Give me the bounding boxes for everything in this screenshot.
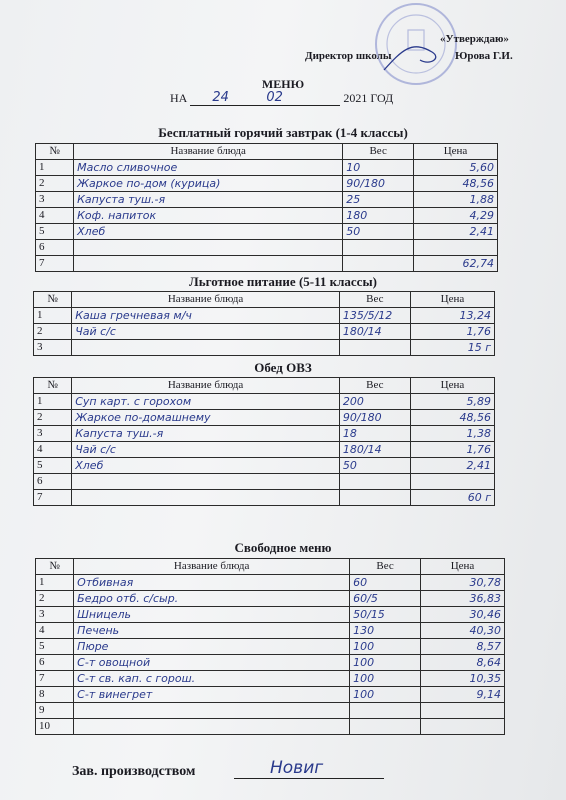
dish-name [72, 340, 340, 356]
dish-name: Пюре [74, 639, 350, 655]
row-number: 1 [34, 394, 72, 410]
dish-name [74, 240, 343, 256]
col-price: Цена [410, 292, 494, 308]
dish-weight: 50 [339, 458, 410, 474]
signature-line [234, 778, 384, 779]
table-row [36, 687, 505, 703]
table-row [36, 703, 505, 719]
col-weight: Вес [343, 144, 414, 160]
table-row [36, 639, 505, 655]
table-row [36, 208, 498, 224]
row-number: 5 [34, 458, 72, 474]
approve-label: «Утверждаю» [440, 33, 509, 45]
table-row [34, 324, 495, 340]
dish-name [74, 256, 343, 272]
row-number: 2 [34, 324, 72, 340]
table-row [36, 160, 498, 176]
dish-name: Жаркое по-дом (курица) [74, 176, 343, 192]
dish-price [421, 703, 505, 719]
col-weight: Вес [350, 559, 421, 575]
director-label: Директор школы [305, 50, 392, 62]
dish-price: 8,64 [421, 655, 505, 671]
dish-weight: 135/5/12 [339, 308, 410, 324]
date-underline [190, 90, 340, 106]
table-row [34, 308, 495, 324]
dish-price [414, 240, 498, 256]
dish-name: Каша гречневая м/ч [72, 308, 340, 324]
dish-weight: 25 [343, 192, 414, 208]
dish-weight: 180 [343, 208, 414, 224]
dish-name [74, 719, 350, 735]
col-price: Цена [421, 559, 505, 575]
dish-price: 40,30 [421, 623, 505, 639]
dish-price: 60 г [410, 490, 494, 506]
row-number: 3 [36, 192, 74, 208]
dish-weight: 50 [343, 224, 414, 240]
section-title-benefit: Льготное питание (5-11 классы) [189, 274, 377, 289]
table-header-row [34, 292, 495, 308]
row-number: 7 [36, 256, 74, 272]
dish-price: 1,76 [410, 324, 494, 340]
section-title-ovz: Обед ОВЗ [254, 360, 312, 375]
dish-price: 10,35 [421, 671, 505, 687]
table-row [34, 394, 495, 410]
dish-name: Коф. напиток [74, 208, 343, 224]
dish-name: Капуста туш.-я [74, 192, 343, 208]
dish-name: Хлеб [72, 458, 340, 474]
row-number: 8 [36, 687, 74, 703]
table-row [36, 655, 505, 671]
table-row [34, 458, 495, 474]
dish-weight [343, 256, 414, 272]
dish-price: 62,74 [414, 256, 498, 272]
table-row [36, 671, 505, 687]
col-price: Цена [410, 378, 494, 394]
row-number: 1 [36, 575, 74, 591]
col-num: № [36, 144, 74, 160]
row-number: 10 [36, 719, 74, 735]
col-name: Название блюда [72, 292, 340, 308]
dish-name: С-т св. кап. с горош. [74, 671, 350, 687]
table-row [36, 256, 498, 272]
dish-price: 30,78 [421, 575, 505, 591]
row-number: 4 [36, 208, 74, 224]
col-name: Название блюда [72, 378, 340, 394]
dish-price: 1,88 [414, 192, 498, 208]
row-number: 2 [34, 410, 72, 426]
dish-price: 1,38 [410, 426, 494, 442]
dish-weight: 100 [350, 639, 421, 655]
dish-price: 5,89 [410, 394, 494, 410]
signature: Новиг [270, 758, 324, 778]
table-row [34, 442, 495, 458]
table-row [36, 591, 505, 607]
dish-name: Хлеб [74, 224, 343, 240]
table-row [36, 719, 505, 735]
row-number: 5 [36, 639, 74, 655]
row-number: 6 [36, 240, 74, 256]
director-name: Юрова Г.И. [455, 50, 513, 62]
dish-weight: 100 [350, 671, 421, 687]
dish-price: 2,41 [414, 224, 498, 240]
dish-price: 1,76 [410, 442, 494, 458]
dish-price: 2,41 [410, 458, 494, 474]
date-day: 24 [212, 90, 229, 105]
dish-price: 15 г [410, 340, 494, 356]
col-num: № [36, 559, 74, 575]
table-row [34, 410, 495, 426]
section-title-breakfast: Бесплатный горячий завтрак (1-4 классы) [158, 125, 408, 140]
dish-weight: 200 [339, 394, 410, 410]
table-benefit [33, 291, 495, 356]
table-row [36, 607, 505, 623]
table-free-menu [35, 558, 505, 735]
dish-name [72, 474, 340, 490]
row-number: 2 [36, 591, 74, 607]
row-number: 3 [34, 340, 72, 356]
table-row [34, 474, 495, 490]
table-row [34, 490, 495, 506]
dish-name: Капуста туш.-я [72, 426, 340, 442]
dish-price: 36,83 [421, 591, 505, 607]
dish-name: Отбивная [74, 575, 350, 591]
row-number: 3 [34, 426, 72, 442]
dish-weight: 60/5 [350, 591, 421, 607]
dish-weight: 18 [339, 426, 410, 442]
dish-weight [350, 719, 421, 735]
dish-price: 5,60 [414, 160, 498, 176]
dish-weight: 180/14 [339, 324, 410, 340]
dish-name: Жаркое по-домашнему [72, 410, 340, 426]
footer-label: Зав. производством [72, 764, 196, 779]
dish-weight: 50/15 [350, 607, 421, 623]
col-weight: Вес [339, 378, 410, 394]
dish-name: Масло сливочное [74, 160, 343, 176]
date-line [170, 91, 393, 106]
dish-name [74, 703, 350, 719]
dish-price [410, 474, 494, 490]
dish-weight [339, 490, 410, 506]
section-title-free-menu: Свободное меню [234, 540, 332, 555]
table-header-row [36, 559, 505, 575]
dish-weight [343, 240, 414, 256]
dish-price: 30,46 [421, 607, 505, 623]
col-weight: Вес [339, 292, 410, 308]
date-month: 02 [266, 90, 283, 105]
table-row [36, 192, 498, 208]
dish-price [421, 719, 505, 735]
col-name: Название блюда [74, 559, 350, 575]
table-row [34, 340, 495, 356]
row-number: 7 [34, 490, 72, 506]
dish-weight: 90/180 [339, 410, 410, 426]
dish-price: 9,14 [421, 687, 505, 703]
dish-weight [339, 474, 410, 490]
row-number: 1 [36, 160, 74, 176]
dish-weight [350, 703, 421, 719]
dish-name: Чай с/с [72, 442, 340, 458]
dish-price: 48,56 [410, 410, 494, 426]
row-number: 5 [36, 224, 74, 240]
row-number: 4 [36, 623, 74, 639]
col-num: № [34, 292, 72, 308]
row-number: 3 [36, 607, 74, 623]
col-num: № [34, 378, 72, 394]
row-number: 1 [34, 308, 72, 324]
row-number: 6 [34, 474, 72, 490]
dish-name: Чай с/с [72, 324, 340, 340]
dish-weight: 100 [350, 655, 421, 671]
row-number: 9 [36, 703, 74, 719]
table-row [36, 176, 498, 192]
dish-name: Печень [74, 623, 350, 639]
dish-weight [339, 340, 410, 356]
table-breakfast [35, 143, 498, 272]
date-prefix: НА [170, 91, 188, 105]
page-title: МЕНЮ [261, 77, 305, 91]
table-row [36, 240, 498, 256]
row-number: 2 [36, 176, 74, 192]
dish-name: Шницель [74, 607, 350, 623]
dish-weight: 10 [343, 160, 414, 176]
dish-price: 8,57 [421, 639, 505, 655]
dish-weight: 180/14 [339, 442, 410, 458]
table-ovz [33, 377, 495, 506]
dish-weight: 60 [350, 575, 421, 591]
table-header-row [34, 378, 495, 394]
dish-price: 13,24 [410, 308, 494, 324]
dish-name [72, 490, 340, 506]
dish-name: Суп карт. с горохом [72, 394, 340, 410]
row-number: 7 [36, 671, 74, 687]
dish-weight: 130 [350, 623, 421, 639]
date-year: 2021 ГОД [343, 91, 394, 105]
dish-price: 4,29 [414, 208, 498, 224]
dish-weight: 100 [350, 687, 421, 703]
table-row [34, 426, 495, 442]
row-number: 6 [36, 655, 74, 671]
dish-name: С-т винегрет [74, 687, 350, 703]
dish-name: Бедро отб. с/сыр. [74, 591, 350, 607]
table-row [36, 575, 505, 591]
col-price: Цена [414, 144, 498, 160]
row-number: 4 [34, 442, 72, 458]
dish-name: С-т овощной [74, 655, 350, 671]
dish-weight: 90/180 [343, 176, 414, 192]
table-header-row [36, 144, 498, 160]
dish-price: 48,56 [414, 176, 498, 192]
table-row [36, 623, 505, 639]
col-name: Название блюда [74, 144, 343, 160]
table-row [36, 224, 498, 240]
